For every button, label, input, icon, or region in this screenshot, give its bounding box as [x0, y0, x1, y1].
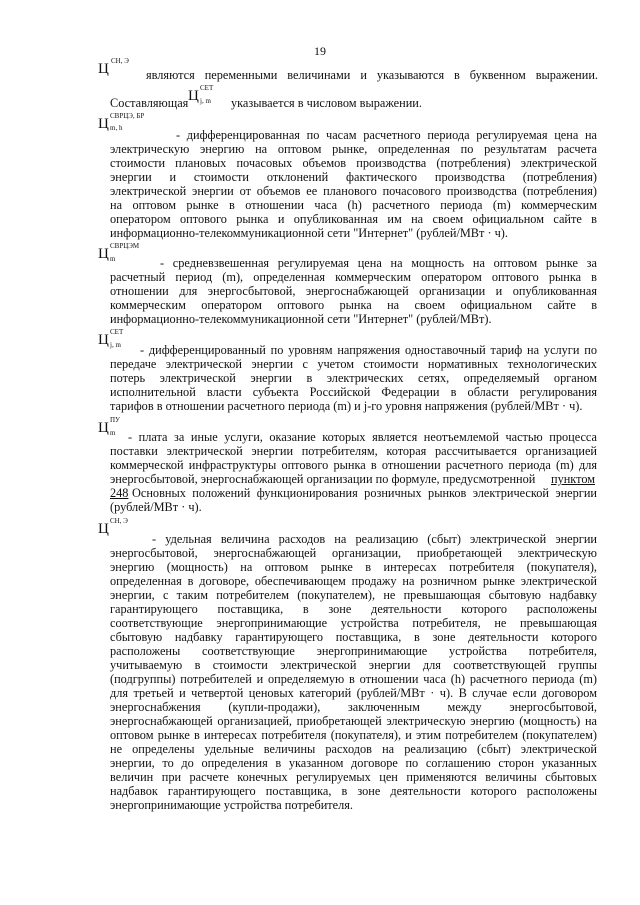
price-symbol-pu: Ц — [98, 420, 109, 436]
text-line: энергии и стоимости отклонений фактического производства (потребления) — [110, 170, 597, 184]
price-symbol-sn-e: Ц — [98, 61, 109, 77]
text-line: оптовом рынке в интересах потребителя (покупателя), и этим потребителем (покупателем) — [110, 728, 597, 742]
text-line: энергоснабжения (купли-продажи), заключенным между энергосбытовой, — [110, 700, 597, 714]
text-line: энергопринимающие устройства потребителя. — [110, 798, 353, 812]
text-line: учитываемую в стоимости электрической энергии для соответствующей группы — [110, 658, 597, 672]
text-line: определенная в договоре, обеспечивающем продажу на розничном рынке электрической — [110, 574, 597, 588]
text-line: электрическую энергию на оптовом рынке, определенная по результатам расчета — [110, 142, 597, 156]
text-line: соответствующие энергопринимающие устройства потребителя, не превышающая — [110, 616, 597, 630]
text-line: энергии, то до определения в указанном договоре по соглашению сторон указанных — [110, 756, 597, 770]
text-line: исполнительной власти субъекта Российской Федерации в области регулирования — [110, 385, 597, 399]
symbol-superscript: ПУ — [110, 416, 121, 424]
text-line: сбытовую надбавку гарантирующего поставщика, в зоне деятельности которого — [110, 630, 597, 644]
text-line: информационно-телекоммуникационной сети "Интернет" (рублей/МВт). — [110, 312, 492, 326]
symbol-subscript: j, m — [200, 97, 211, 105]
symbol-superscript: СН, Э — [110, 517, 128, 525]
text-line: расчетный период (m), определенная коммерческим оператором оптового рынка в — [110, 270, 597, 284]
text-line: Составляющая — [110, 96, 189, 110]
clause-number-link[interactable]: 248 — [110, 486, 129, 500]
symbol-superscript: СЕТ — [110, 328, 124, 336]
text-line: (рублей/МВт · ч). — [110, 500, 202, 514]
symbol-subscript: m — [110, 429, 116, 437]
text-line: электрической энергии от объемов ее планового почасового производства (потребления) — [110, 184, 597, 198]
text-line: расположены соответствующие энергопринимающие устройства потребителя, — [110, 644, 597, 658]
text-line: Основных положений функционирования розничных рынков электрической энергии — [132, 486, 597, 500]
text-line: тарифов в отношении расчетного периода (m) и j-го уровня напряжения (рублей/МВт · ч). — [110, 399, 583, 413]
symbol-superscript: СВРЦЭ, БР — [110, 112, 145, 120]
symbol-subscript: m — [110, 255, 116, 263]
text-line: коммерческим оператором оптового рынка на своем официальном сайте в — [110, 298, 597, 312]
symbol-subscript: m, h — [110, 124, 123, 132]
text-line: потерь электрической энергии в электрических сетях, определяемый органом — [110, 371, 597, 385]
clause-link[interactable]: пунктом — [551, 472, 596, 486]
symbol-subscript: j, m — [110, 341, 121, 349]
text-line: гарантирующего поставщика, в зоне деятельности которого расположены — [110, 602, 597, 616]
text-line: величин при расчете конечных регулируемых цен применяются величины сбытовых — [110, 770, 597, 784]
symbol-superscript: СН, Э — [111, 57, 129, 65]
text-line: энергосбытовой, энергоснабжающей организации по формуле, предусмотренной — [110, 472, 536, 486]
text-line: энергосбытовой, энергоснабжающей организации, приобретающей электрическую — [110, 546, 597, 560]
text-line: не определены удельные величины расходов на реализацию (сбыт) электрической — [110, 742, 597, 756]
price-symbol-svrtsem: Ц — [98, 246, 109, 262]
text-line: на оптовом рынке в отношении часа (h) расчетного периода (m) коммерческим — [110, 198, 597, 212]
symbol-superscript: СВРЦЭМ — [110, 242, 140, 250]
text-line: указывается в числовом выражении. — [231, 96, 422, 110]
text-line: энергоснабжающей организацией, приобретающей электрическую энергию (мощность) на — [110, 714, 597, 728]
text-line: - средневзвешенная регулируемая цена на мощность на оптовом рынке за — [160, 256, 597, 270]
text-line: - дифференцированный по уровням напряжения одноставочный тариф на услуги по — [140, 343, 597, 357]
text-line: - удельная величина расходов на реализацию (сбыт) электрической энергии — [152, 532, 597, 546]
price-symbol-set: Ц — [188, 88, 199, 104]
text-line: оператором оптового рынка и опубликованная им на своем официальном сайте в — [110, 212, 597, 226]
text-line: - плата за иные услуги, оказание которых является неотъемлемой частью процесса — [128, 430, 597, 444]
symbol-superscript: СЕТ — [200, 84, 214, 92]
text-line: являются переменными величинами и указываются в буквенном выражении. — [146, 68, 598, 82]
page-number: 19 — [314, 44, 326, 58]
text-line: энергии, с таким потребителем (покупателем), не превышающая сбытовую надбавку — [110, 588, 597, 602]
text-line: надбавок гарантирующего поставщика, в зоне деятельности которого расположены — [110, 784, 597, 798]
price-symbol-svrtse-br: Ц — [98, 116, 109, 132]
price-symbol-sn-e-2: Ц — [98, 521, 109, 537]
text-line: стоимости плановых почасовых объемов производства (потребления) электрической — [110, 156, 597, 170]
text-line: коммерческой инфраструктуры оптового рынка в отношении расчетного периода (m) для — [110, 458, 597, 472]
text-line: энергию (мощность) на оптовом рынке в интересах потребителя (покупателя), — [110, 560, 597, 574]
text-line: отношении для энергосбытовой, энергоснабжающей организации и опубликованная — [110, 284, 597, 298]
text-line: поставки электрической энергии потребителям, которая рассчитывается организацией — [110, 444, 597, 458]
text-line: передаче электрической энергии с учетом стоимости нормативных технологических — [110, 357, 597, 371]
price-symbol-set-tariff: Ц — [98, 332, 109, 348]
text-line: информационно-телекоммуникационной сети "Интернет" (рублей/МВт · ч). — [110, 226, 508, 240]
text-line: (подгруппы) потребителей и определяемую в отношении часа (h) расчетного периода (m) — [110, 672, 597, 686]
text-line: - дифференцированная по часам расчетного периода регулируемая цена на — [176, 128, 597, 142]
text-line: для третьей и четвертой ценовых категорий (рублей/МВт · ч). В случае если договором — [110, 686, 597, 700]
